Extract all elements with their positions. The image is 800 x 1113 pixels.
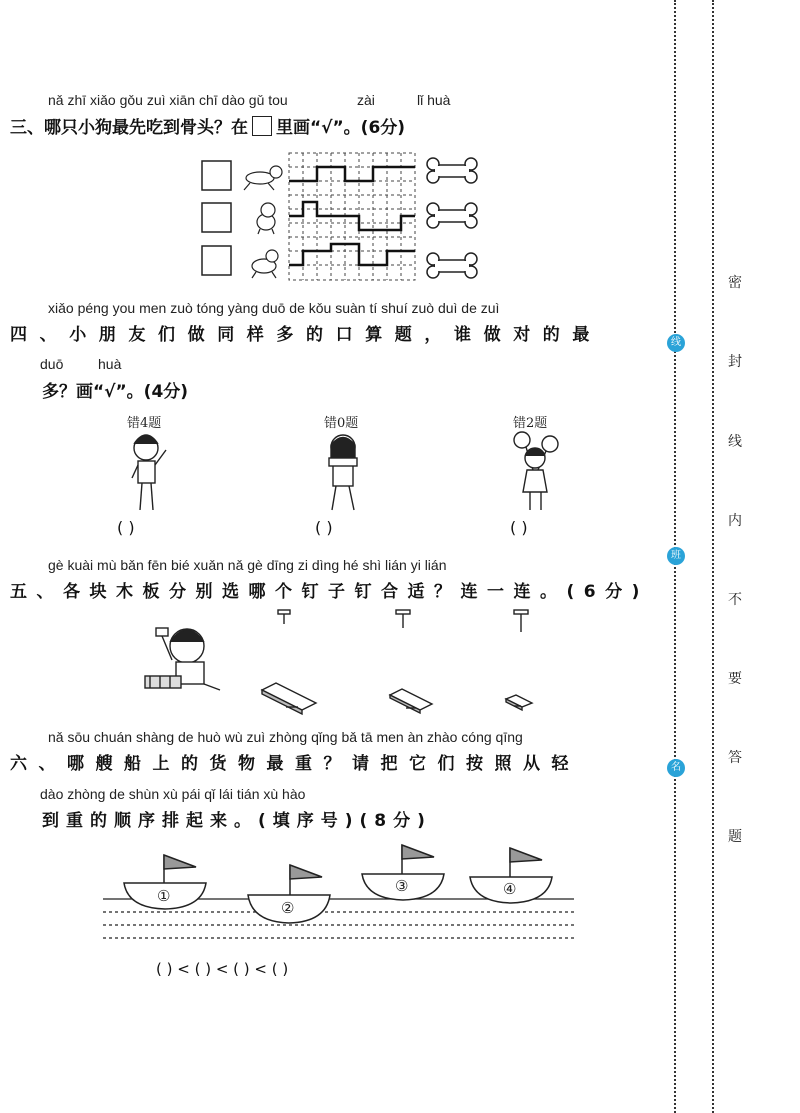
q3-pinyin-main: nǎ zhī xiǎo gǒu zuì xiān chī dào gǔ tou <box>48 92 288 108</box>
q3-title-prefix: 三、哪只小狗最先吃到骨头？在 <box>10 118 248 138</box>
kid-3-label: 错2题 <box>513 416 548 431</box>
q3-pinyin-lihua: lǐ huà <box>417 92 451 108</box>
q3-pinyin-zai: zài <box>357 92 375 108</box>
q6-order-answer[interactable]: ( ) < ( ) < ( ) < ( ) <box>156 960 289 978</box>
boat-1-number: ① <box>157 887 171 905</box>
kid-2-answer[interactable]: ( ) <box>315 518 333 537</box>
boat-3-number: ③ <box>395 877 409 895</box>
kid-1-label: 错4题 <box>127 416 162 431</box>
side-char-6: 要 <box>728 671 742 687</box>
q6-pinyin-line2: dào zhòng de shùn xù pái qǐ lái tián xù hào <box>40 786 306 802</box>
side-char-8: 题 <box>728 829 742 845</box>
side-char-4: 内 <box>728 513 742 529</box>
q5-pinyin: gè kuài mù bǎn fēn bié xuǎn nǎ gè dīng zi dìng hé shì lián yi lián <box>48 557 447 573</box>
q6-line1: 六、哪艘船上的货物最重？请把它们按照从轻 <box>10 754 580 774</box>
side-badge-3: 名 <box>667 759 685 777</box>
q4-pinyin-hua: huà <box>98 356 122 372</box>
q4-pinyin-line1: xiǎo péng you men zuò tóng yàng duō de kǒu suàn tí shuí zuò duì de zuì <box>48 300 500 316</box>
kid-3-answer[interactable]: ( ) <box>510 518 528 537</box>
side-badge-1: 线 <box>667 334 685 352</box>
side-char-5: 不 <box>728 592 742 608</box>
q5-line: 五、各块木板分别选哪个钉子钉合适？连一连。(6分) <box>10 582 649 602</box>
boat-2-number: ② <box>281 899 295 917</box>
dotted-line-right <box>712 0 714 1113</box>
q4-line2: 多？画“√”。(4分) <box>42 382 189 402</box>
q4-pinyin-duo: duō <box>40 356 64 372</box>
boat-4-number: ④ <box>503 880 517 898</box>
q3-title-suffix: 里画“√”。(6分) <box>276 118 406 138</box>
q6-pinyin-line1: nǎ sōu chuán shàng de huò wù zuì zhòng qǐng bǎ tā men àn zhào cóng qīng <box>48 729 523 745</box>
side-char-2: 封 <box>728 354 742 370</box>
side-badge-2: 班 <box>667 547 685 565</box>
q4-line1: 四、小朋友们做同样多的口算题，谁做对的最 <box>10 325 602 345</box>
side-char-3: 线 <box>728 434 742 450</box>
kid-1-answer[interactable]: ( ) <box>117 518 135 537</box>
kid-2-label: 错0题 <box>324 416 359 431</box>
side-char-7: 答 <box>728 750 742 766</box>
side-char-1: 密 <box>728 275 742 291</box>
q6-line2: 到重的顺序排起来。(填序号)(8分) <box>42 811 432 831</box>
